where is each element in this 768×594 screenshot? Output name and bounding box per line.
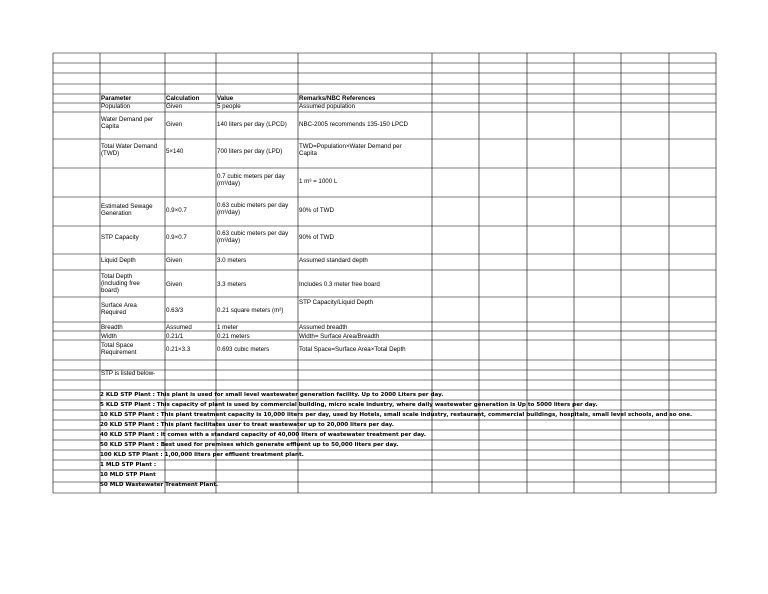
table-row-remarks: Assumed standard depth: [299, 257, 368, 264]
table-row-calculation: 0.63/3: [166, 307, 184, 314]
table-row-value: 0.63 cubic meters per day (m³/day): [217, 202, 289, 216]
table-row-remarks: Width= Surface Area/Breadth: [299, 333, 380, 340]
table-row-parameter: Population: [101, 103, 131, 110]
table-row-calculation: Given: [166, 281, 183, 288]
table-row-calculation: Given: [166, 121, 183, 128]
table-row-remarks: Total Space=Surface Area×Total Depth: [299, 346, 406, 353]
header-value: Value: [217, 95, 234, 102]
stp-note: 5 KLD STP Plant : This capacity of plant is used by commercial building, micro scale industry, where daily wastewater generation is Up to 5000 liters per day.: [100, 402, 598, 408]
table-row-remarks: 1 m³ = 1000 L: [299, 178, 338, 185]
table-row-calculation: 0.21/1: [166, 333, 184, 340]
table-row-calculation: Given: [166, 103, 183, 110]
table-row-calculation: Assumed: [166, 324, 192, 331]
table-row-calculation: 0.21×3.3: [166, 346, 191, 353]
table-row-parameter: Total Depth (including free board): [101, 273, 140, 294]
table-row-value: 0.21 meters: [217, 333, 250, 340]
table-row-parameter: Total Space Requirement: [101, 342, 137, 356]
stp-note: 10 MLD STP Plant: [100, 472, 156, 478]
header-calculation: Calculation: [166, 95, 200, 102]
table-row-remarks: 90% of TWD: [299, 207, 334, 214]
table-row-value: 5 people: [217, 103, 241, 110]
table-row-calculation: 0.9×0.7: [166, 207, 187, 214]
stp-note: 50 KLD STP Plant : Best used for premises which generate effluent up to 50,000 liters per day.: [100, 442, 399, 448]
table-row-value: 3.3 meters: [217, 281, 247, 288]
table-row-calculation: 0.9×0.7: [166, 234, 187, 241]
table-row-value: 0.21 square meters (m²): [217, 307, 284, 314]
table-row-remarks: Assumed breadth: [299, 324, 348, 331]
table-row-remarks: NBC-2005 recommends 135-150 LPCD: [299, 121, 409, 128]
table-row-value: 0.7 cubic meters per day (m³/day): [217, 173, 285, 187]
header-remarks: Remarks/NBC References: [299, 95, 376, 102]
stp-note: 1 MLD STP Plant :: [100, 462, 157, 468]
table-row-remarks: STP Capacity/Liquid Depth: [299, 299, 374, 306]
table-row-value: 700 liters per day (LPD): [217, 148, 283, 155]
stp-note: 10 KLD STP Plant : This plant treatment capacity is 10,000 liters per day, used by Hotels, small scale industry, restaurant, commercial buildings, hospitals, small level schools, and so one.: [100, 412, 693, 418]
table-row-parameter: STP Capacity: [101, 234, 139, 241]
table-row-remarks: 90% of TWD: [299, 234, 334, 241]
table-row-calculation: Given: [166, 257, 183, 264]
table-row-calculation: 5×140: [166, 148, 184, 155]
stp-note: 50 MLD Wastewater Treatment Plant.: [100, 482, 219, 488]
table-row-remarks: Assumed population: [299, 103, 356, 110]
stp-note: 40 KLD STP Plant : It comes with a standard capacity of 40,000 liters of wastewater treatment per day.: [100, 432, 426, 438]
table-row-parameter: Total Water Demand (TWD): [101, 143, 158, 157]
table-row-remarks: Includes 0.3 meter free board: [299, 281, 380, 288]
table-row-parameter: Surface Area Required: [101, 302, 137, 316]
table-row-remarks: TWD=Population×Water Demand per Capita: [299, 143, 402, 157]
table-row-parameter: Breadth: [101, 324, 123, 331]
table-row-value: 0.693 cubic meters: [217, 346, 270, 353]
table-row-value: 3.0 meters: [217, 257, 247, 264]
table-row-value: 0.63 cubic meters per day (m³/day): [217, 230, 289, 244]
stp-note: 2 KLD STP Plant : This plant is used for small level wastewater generation facility. Up to 2000 Liters per day.: [100, 392, 444, 398]
stp-note: 100 KLD STP Plant : 1,00,000 liters per effluent treatment plant.: [100, 452, 304, 458]
stp-intro: STP is listed below-: [101, 370, 156, 377]
header-parameter: Parameter: [101, 95, 132, 102]
table-row-value: 140 liters per day (LPCD): [217, 121, 287, 128]
table-row-parameter: Width: [101, 333, 117, 340]
stp-note: 20 KLD STP Plant : This plant facilitates user to treat wastewater up to 20,000 liters per day.: [100, 422, 394, 428]
table-row-parameter: Liquid Depth: [101, 257, 136, 264]
table-row-parameter: Estimated Sewage Generation: [101, 203, 153, 217]
table-row-value: 1 meter: [217, 324, 238, 331]
table-row-parameter: Water Demand per Capita: [101, 116, 154, 130]
